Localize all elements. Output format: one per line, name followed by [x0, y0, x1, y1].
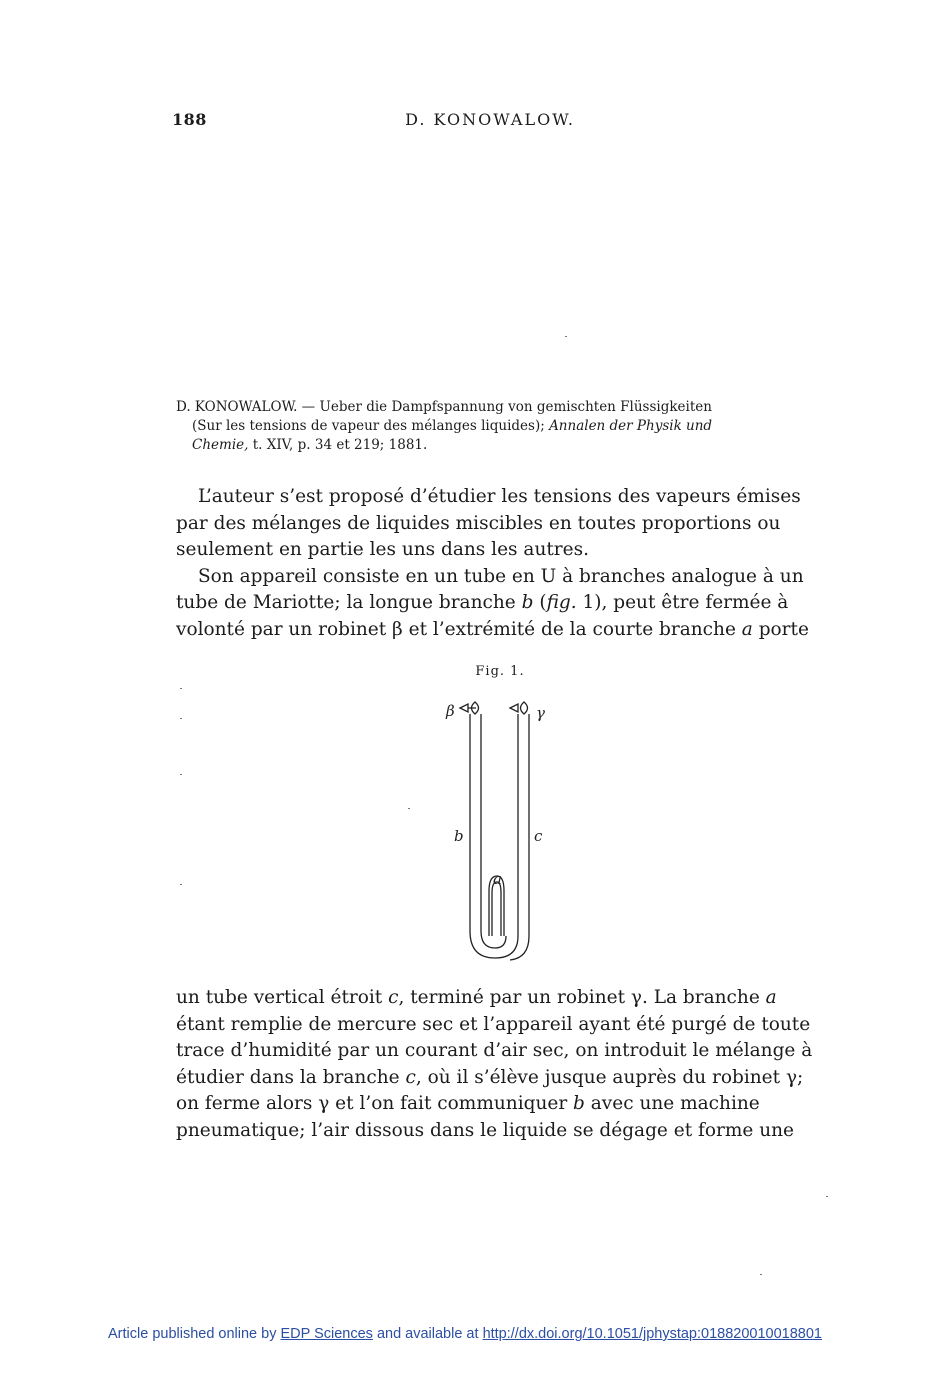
- variable-a: a: [741, 618, 753, 640]
- text-span: , où il s’élève jusque auprès du robinet γ;: [415, 1066, 804, 1088]
- text-span: 1), peut être fermée à: [576, 592, 789, 613]
- reference-line-3: [176, 436, 836, 455]
- footer-middle: and available at: [372, 1326, 483, 1342]
- figure-reference: fig.: [546, 592, 577, 613]
- stopcock-gamma-icon: [521, 702, 528, 714]
- label-a: a: [493, 870, 502, 888]
- scan-speck: [180, 884, 182, 885]
- variable-b: b: [573, 1093, 585, 1114]
- text-line: [176, 617, 836, 644]
- reference-volume: t. XIV, p. 34 et 219; 1881.: [248, 437, 428, 453]
- label-b: b: [454, 827, 464, 845]
- publisher-link[interactable]: EDP Sciences: [280, 1326, 373, 1342]
- reference-line-2: [176, 417, 836, 436]
- text-line: [176, 985, 836, 1012]
- publication-footer: [0, 1326, 930, 1342]
- variable-c: c: [388, 987, 399, 1008]
- page-number: 188: [172, 110, 207, 129]
- text-line: par des mélanges de liquides miscibles en toutes proportions ou: [176, 512, 781, 534]
- text-line: [176, 590, 836, 617]
- label-c: c: [534, 827, 543, 845]
- long-branch-tube: [470, 714, 518, 958]
- text-span: avec une machine: [584, 1093, 760, 1114]
- text-line: [176, 1065, 836, 1092]
- text-line: [176, 1091, 836, 1118]
- bibliographic-reference: [176, 398, 836, 455]
- text-span: volonté par un robinet β et l’extrémité de la courte branche: [176, 618, 742, 640]
- variable-c: c: [405, 1066, 416, 1088]
- footer-prefix: Article published online by: [108, 1326, 281, 1342]
- scan-speck: [760, 1274, 762, 1275]
- doi-link[interactable]: http://dx.doi.org/10.1051/jphystap:018820010018801: [482, 1326, 822, 1342]
- paragraph-2: [176, 985, 836, 1144]
- text-span: on ferme alors γ et l’on fait communiquer: [176, 1093, 574, 1114]
- text-line: Son appareil consiste en un tube en U à branches analogue à un: [198, 565, 804, 587]
- figure-caption: Fig. 1.: [475, 664, 525, 679]
- label-beta: β: [446, 702, 455, 720]
- text-span: porte: [752, 618, 809, 640]
- variable-a: a: [765, 987, 777, 1008]
- scan-speck: [565, 336, 567, 337]
- label-gamma: γ: [536, 704, 545, 722]
- scan-speck: [826, 1196, 828, 1197]
- text-span: étudier dans la branche: [176, 1066, 406, 1088]
- text-span: tube de Mariotte; la longue branche: [176, 592, 522, 613]
- text-line: L’auteur s’est proposé d’étudier les tensions des vapeurs émises: [198, 486, 801, 507]
- text-line: seulement en partie les uns dans les autres.: [176, 539, 589, 560]
- u-tube-apparatus-figure: [440, 696, 560, 971]
- journal-name: Annalen der Physik und: [549, 418, 713, 434]
- variable-b: b: [521, 592, 534, 613]
- journal-name-cont: Chemie,: [192, 437, 249, 453]
- scan-speck: [180, 774, 182, 775]
- text-line: étant remplie de mercure sec et l’appareil ayant été purgé de toute: [176, 1013, 811, 1035]
- text-line: pneumatique; l’air dissous dans le liquide se dégage et forme une: [176, 1119, 794, 1141]
- reference-line-1: D. KONOWALOW. — Ueber die Dampfspannung von gemischten Flüssigkeiten: [176, 399, 712, 415]
- running-head: D. KONOWALOW.: [405, 110, 575, 129]
- text-span: (: [533, 592, 547, 613]
- reference-title-french: (Sur les tensions de vapeur des mélanges liquides);: [192, 418, 550, 434]
- text-line: trace d’humidité par un courant d’air sec, on introduit le mélange à: [176, 1040, 813, 1061]
- text-span: , terminé par un robinet γ. La branche: [398, 987, 766, 1008]
- paragraph-1: [176, 484, 836, 643]
- scan-speck: [408, 808, 410, 809]
- scan-speck: [180, 718, 182, 719]
- text-span: un tube vertical étroit: [176, 987, 389, 1008]
- scan-speck: [180, 688, 182, 689]
